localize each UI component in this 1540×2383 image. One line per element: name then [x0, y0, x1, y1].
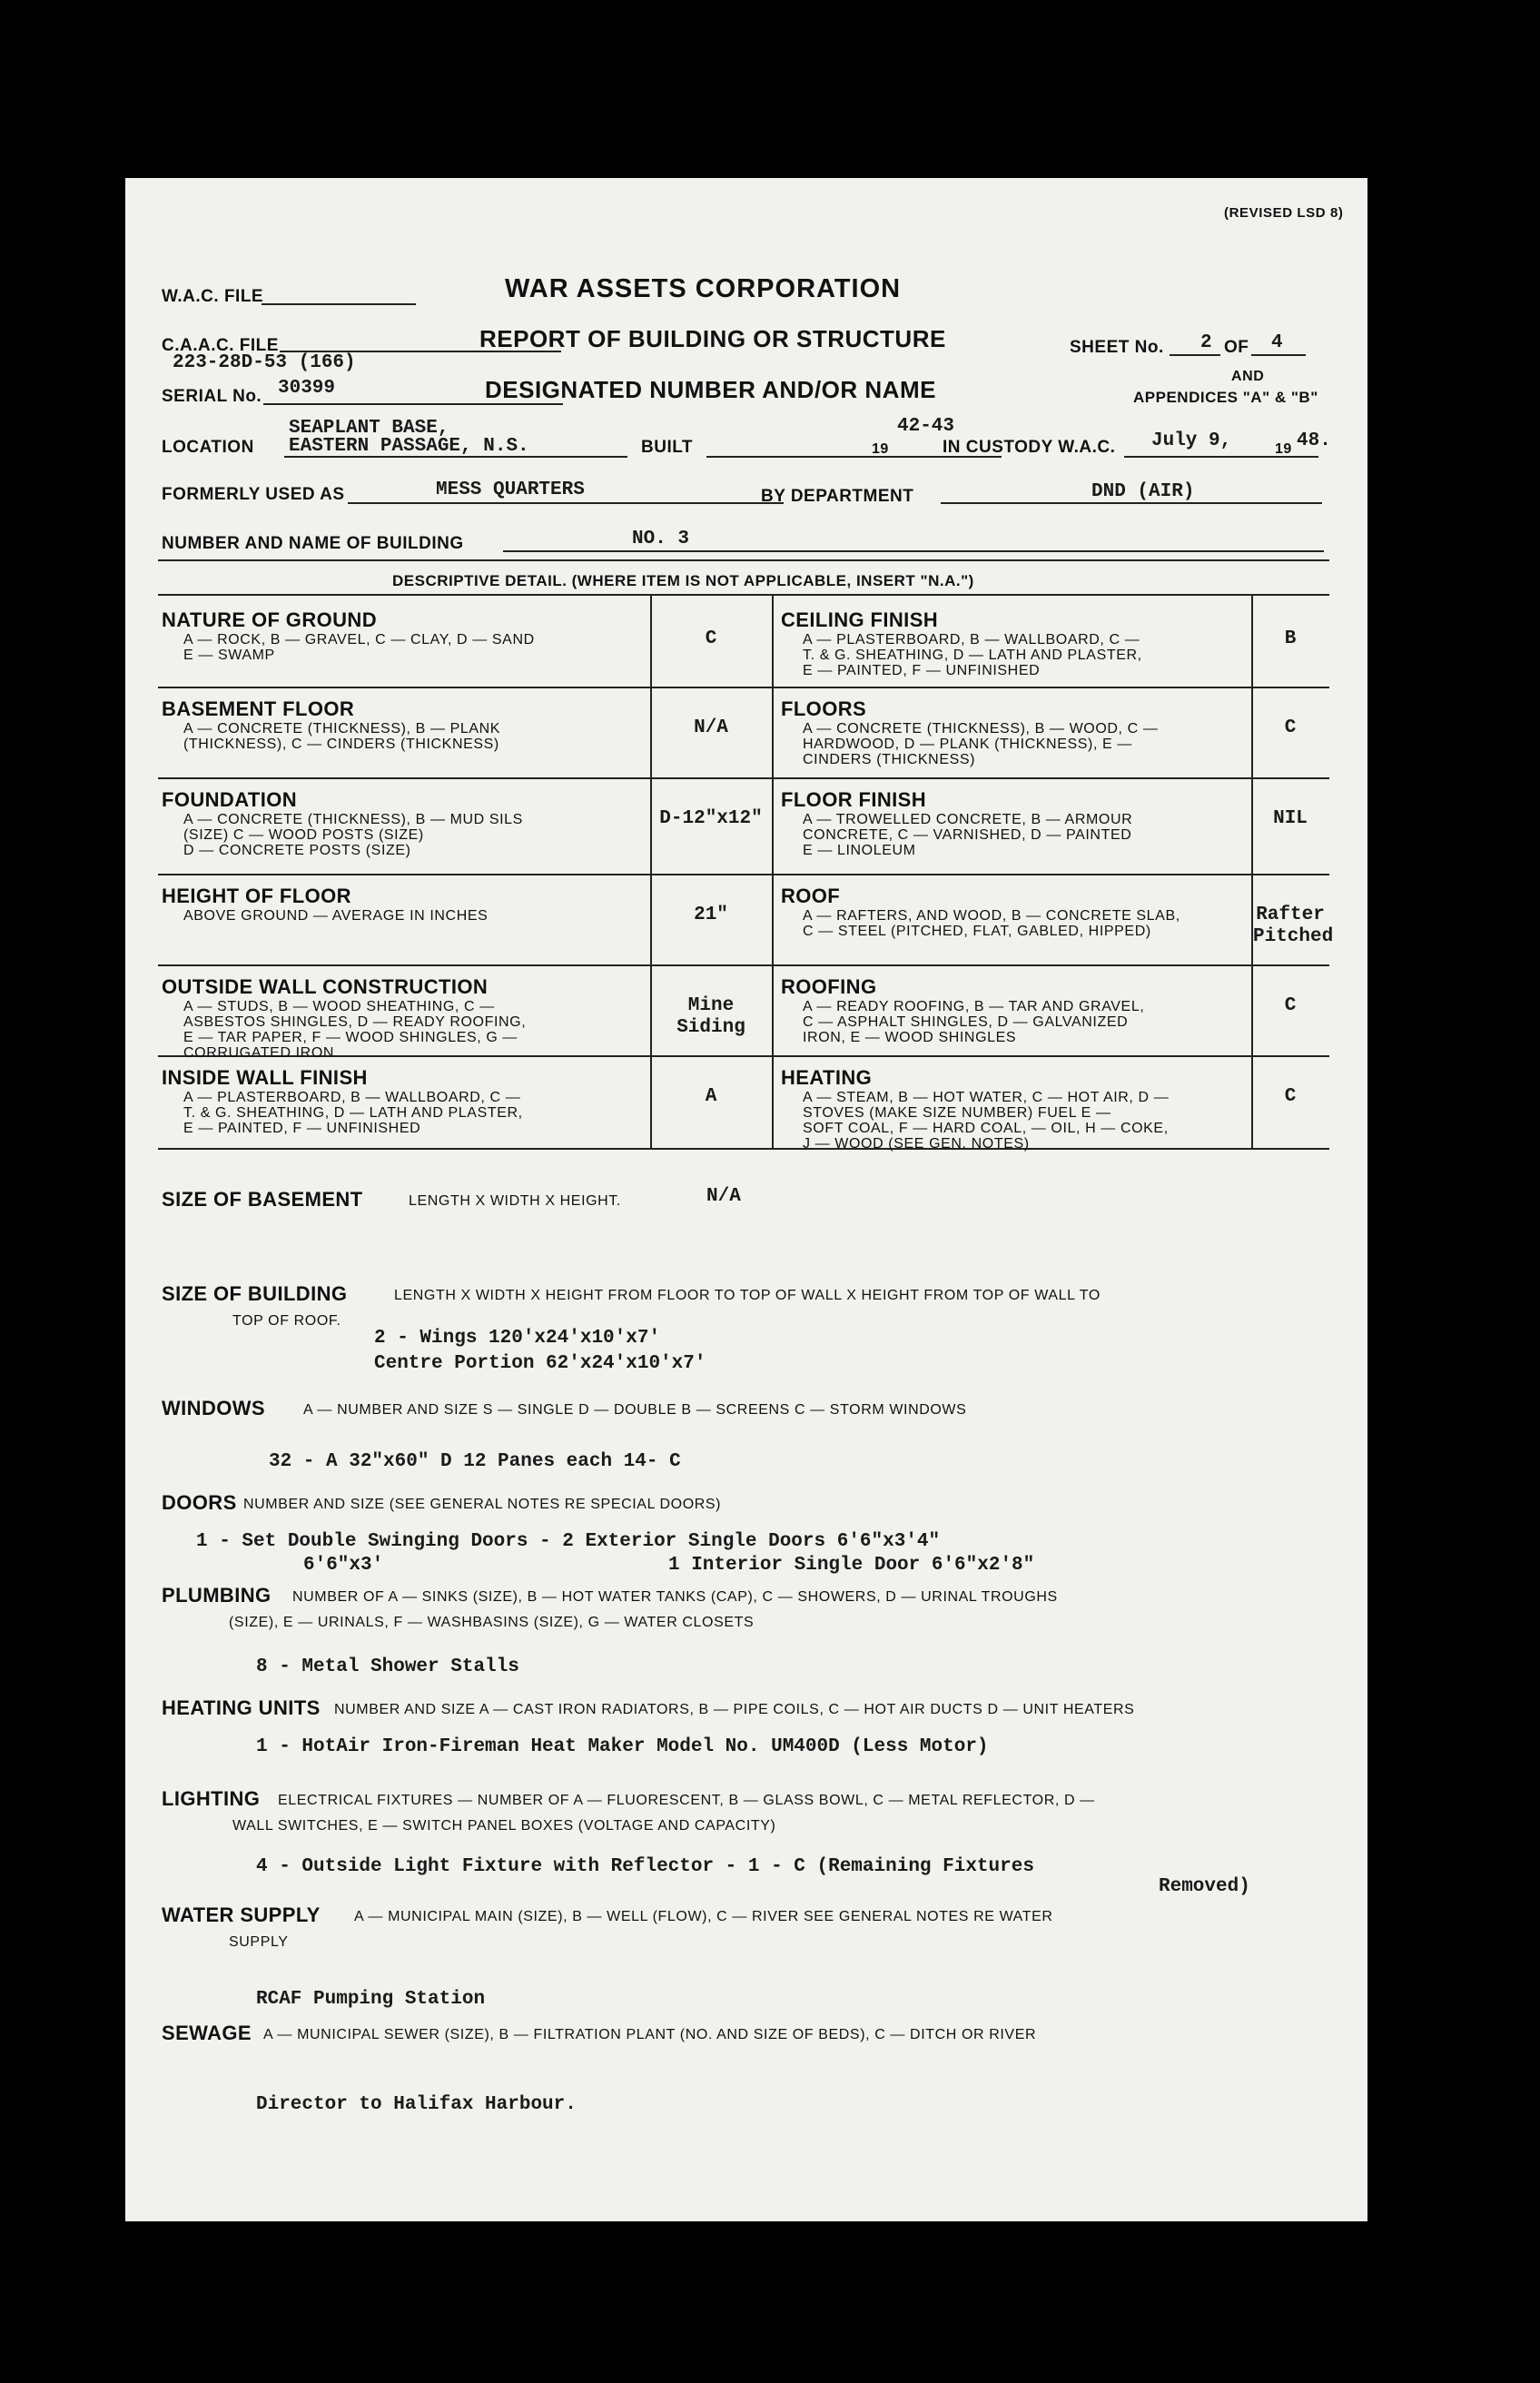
of-value: 4 [1271, 332, 1283, 353]
heating-units-value: 1 - HotAir Iron-Fireman Heat Maker Model No. UM400D (Less Motor) [256, 1736, 989, 1757]
location-line1: SEAPLANT BASE, [289, 418, 449, 439]
grid-column-divider [772, 596, 774, 1148]
location-line2: EASTERN PASSAGE, N.S. [289, 436, 529, 457]
plumbing-sub2: (SIZE), E — URINALS, F — WASHBASINS (SIZE), G — WATER CLOSETS [229, 1615, 755, 1630]
department-value: DND (AIR) [1091, 481, 1195, 502]
right-row-title: FLOORS [781, 697, 867, 720]
lighting-sub: ELECTRICAL FIXTURES — NUMBER OF A — FLUORESCENT, B — GLASS BOWL, C — METAL REFLECTOR, D — [278, 1793, 1095, 1808]
appendices-label: APPENDICES "A" & "B" [1133, 389, 1318, 406]
formerly-value: MESS QUARTERS [436, 480, 585, 500]
document-page [125, 178, 1367, 2221]
heating-units-sub: NUMBER AND SIZE A — CAST IRON RADIATORS, B — PIPE COILS, C — HOT AIR DUCTS D — UNIT HEATERS [334, 1702, 1135, 1717]
serial-label: SERIAL No. [162, 387, 262, 406]
plumbing-label: PLUMBING [162, 1584, 271, 1607]
right-row-title: ROOFING [781, 975, 877, 998]
basement-sub: LENGTH X WIDTH X HEIGHT. [409, 1193, 621, 1209]
department-label: BY DEPARTMENT [761, 487, 914, 506]
custody-prefix: 19 [1275, 441, 1292, 457]
doors-value1: 1 - Set Double Swinging Doors - 2 Exterior Single Doors 6'6"x3'4" [196, 1531, 941, 1552]
left-row-title: NATURE OF GROUND [162, 608, 377, 631]
left-row-value: N/A [694, 717, 728, 738]
plumbing-value: 8 - Metal Shower Stalls [256, 1656, 519, 1677]
and-label: AND [1231, 369, 1265, 384]
left-row-title: INSIDE WALL FINISH [162, 1066, 368, 1089]
left-row-value: Mine Siding [676, 995, 745, 1038]
built-prefix: 19 [872, 441, 889, 457]
of-label: OF [1224, 338, 1249, 357]
right-row-value: Rafter Pitched [1253, 905, 1334, 947]
sewage-sub: A — MUNICIPAL SEWER (SIZE), B — FILTRATION PLANT (NO. AND SIZE OF BEDS), C — DITCH OR RIVER [263, 2027, 1037, 2042]
water-supply-sub: A — MUNICIPAL MAIN (SIZE), B — WELL (FLOW), C — RIVER SEE GENERAL NOTES RE WATER [354, 1909, 1053, 1924]
right-row-title: FLOOR FINISH [781, 788, 927, 811]
serial-value: 30399 [278, 378, 336, 399]
water-supply-label: WATER SUPPLY [162, 1903, 321, 1926]
right-row-value: C [1284, 717, 1297, 738]
lighting-sub2: WALL SWITCHES, E — SWITCH PANEL BOXES (VOLTAGE AND CAPACITY) [232, 1818, 776, 1834]
doors-sub: NUMBER AND SIZE (SEE GENERAL NOTES RE SPECIAL DOORS) [243, 1497, 722, 1512]
doors-label: DOORS [162, 1491, 237, 1514]
wac-file-label: W.A.C. FILE [162, 287, 264, 306]
sheet-value: 2 [1200, 332, 1212, 353]
basement-value: N/A [706, 1186, 741, 1207]
building-size-value2: Centre Portion 62'x24'x10'x7' [374, 1353, 706, 1374]
right-row-desc: A — PLASTERBOARD, B — WALLBOARD, C — T. & G. SHEATHING, D — LATH AND PLASTER, E — PAINTED, F — UNFINISHED [803, 632, 1142, 678]
building-size-sub: LENGTH X WIDTH X HEIGHT FROM FLOOR TO TOP OF WALL X HEIGHT FROM TOP OF WALL TO [394, 1288, 1101, 1303]
built-label: BUILT [641, 438, 694, 457]
left-row-title: HEIGHT OF FLOOR [162, 885, 351, 907]
lighting-value1: 4 - Outside Light Fixture with Reflector - 1 - C (Remaining Fixtures [256, 1856, 1034, 1877]
left-row-title: FOUNDATION [162, 788, 298, 811]
right-row-title: HEATING [781, 1066, 873, 1089]
sheet-label: SHEET No. [1070, 338, 1164, 357]
left-row-desc: A — ROCK, B — GRAVEL, C — CLAY, D — SAND E — SWAMP [183, 632, 535, 663]
left-row-desc: A — STUDS, B — WOOD SHEATHING, C — ASBESTOS SHINGLES, D — READY ROOFING, E — TAR PAPER, F — WOOD SHINGLES, G — CORRUGATED IRON [183, 999, 527, 1061]
water-supply-sub2: SUPPLY [229, 1934, 289, 1950]
lighting-label: LIGHTING [162, 1787, 261, 1810]
formerly-label: FORMERLY USED AS [162, 485, 345, 504]
building-size-value1: 2 - Wings 120'x24'x10'x7' [374, 1328, 661, 1349]
heating-units-label: HEATING UNITS [162, 1696, 321, 1719]
right-row-value: B [1284, 628, 1297, 649]
building-number-label: NUMBER AND NAME OF BUILDING [162, 534, 464, 553]
building-size-label: SIZE OF BUILDING [162, 1282, 348, 1305]
left-row-value: A [705, 1086, 717, 1107]
left-row-title: BASEMENT FLOOR [162, 697, 355, 720]
windows-label: WINDOWS [162, 1397, 266, 1419]
sewage-value: Director to Halifax Harbour. [256, 2094, 577, 2115]
sewage-label: SEWAGE [162, 2022, 252, 2044]
designated-title: DESIGNATED NUMBER AND/OR NAME [485, 376, 936, 403]
descriptive-header: DESCRIPTIVE DETAIL. (WHERE ITEM IS NOT APPLICABLE, INSERT "N.A.") [392, 572, 974, 589]
building-size-sub2: TOP OF ROOF. [232, 1313, 341, 1329]
location-label: LOCATION [162, 438, 254, 457]
custody-value: July 9, [1151, 430, 1232, 451]
right-row-value: NIL [1273, 808, 1308, 829]
report-title: REPORT OF BUILDING OR STRUCTURE [479, 325, 946, 352]
basement-label: SIZE OF BASEMENT [162, 1188, 363, 1211]
grid-column-divider [650, 596, 652, 1148]
caac-file-label: C.A.A.C. FILE [162, 336, 279, 355]
right-row-value: C [1284, 995, 1297, 1016]
grid-row-divider [158, 687, 1329, 688]
doors-value2: 6'6"x3' [303, 1555, 384, 1576]
plumbing-sub: NUMBER OF A — SINKS (SIZE), B — HOT WATER TANKS (CAP), C — SHOWERS, D — URINAL TROUGHS [292, 1589, 1058, 1605]
right-row-desc: A — CONCRETE (THICKNESS), B — WOOD, C — HARDWOOD, D — PLANK (THICKNESS), E — CINDERS (THICKNESS) [803, 721, 1159, 767]
lighting-value2: Removed) [1159, 1876, 1250, 1897]
left-row-desc: A — CONCRETE (THICKNESS), B — MUD SILS (SIZE) C — WOOD POSTS (SIZE) D — CONCRETE POSTS (SIZE) [183, 812, 523, 858]
right-row-desc: A — TROWELLED CONCRETE, B — ARMOUR CONCRETE, C — VARNISHED, D — PAINTED E — LINOLEUM [803, 812, 1133, 858]
left-row-desc: A — PLASTERBOARD, B — WALLBOARD, C — T. & G. SHEATHING, D — LATH AND PLASTER, E — PAINTED, F — UNFINISHED [183, 1090, 523, 1136]
left-row-desc: ABOVE GROUND — AVERAGE IN INCHES [183, 908, 489, 924]
right-row-desc: A — READY ROOFING, B — TAR AND GRAVEL, C — ASPHALT SHINGLES, D — GALVANIZED IRON, E — WOOD SHINGLES [803, 999, 1145, 1045]
grid-row-divider [158, 964, 1329, 966]
left-row-title: OUTSIDE WALL CONSTRUCTION [162, 975, 489, 998]
doors-value3: 1 Interior Single Door 6'6"x2'8" [668, 1555, 1035, 1576]
custody-year: 48. [1297, 430, 1331, 451]
right-row-desc: A — RAFTERS, AND WOOD, B — CONCRETE SLAB, C — STEEL (PITCHED, FLAT, GABLED, HIPPED) [803, 908, 1180, 939]
grid-row-divider [158, 874, 1329, 875]
left-row-value: D-12"x12" [659, 808, 763, 829]
left-row-value: C [705, 628, 717, 649]
revision-mark: (REVISED LSD 8) [1224, 205, 1344, 221]
right-row-title: CEILING FINISH [781, 608, 939, 631]
left-row-desc: A — CONCRETE (THICKNESS), B — PLANK (THICKNESS), C — CINDERS (THICKNESS) [183, 721, 501, 752]
windows-value: 32 - A 32"x60" D 12 Panes each 14- C [269, 1451, 681, 1472]
right-row-title: ROOF [781, 885, 841, 907]
right-row-value: C [1284, 1086, 1297, 1107]
caac-file-value: 223-28D-53 (166) [173, 352, 356, 373]
building-number-value: NO. 3 [632, 529, 690, 549]
grid-column-divider [1251, 596, 1253, 1148]
custody-label: IN CUSTODY W.A.C. [943, 438, 1116, 457]
page-title: WAR ASSETS CORPORATION [505, 274, 902, 303]
right-row-desc: A — STEAM, B — HOT WATER, C — HOT AIR, D — STOVES (MAKE SIZE NUMBER) FUEL E — SOFT COAL, F — HARD COAL, — OIL, H — COKE, J — WOOD (SEE GEN. NOTES) [803, 1090, 1170, 1152]
windows-sub: A — NUMBER AND SIZE S — SINGLE D — DOUBLE B — SCREENS C — STORM WINDOWS [303, 1402, 967, 1418]
left-row-value: 21" [694, 905, 728, 925]
water-supply-value: RCAF Pumping Station [256, 1989, 486, 2010]
grid-row-divider [158, 777, 1329, 779]
built-value: 42-43 [897, 416, 955, 437]
